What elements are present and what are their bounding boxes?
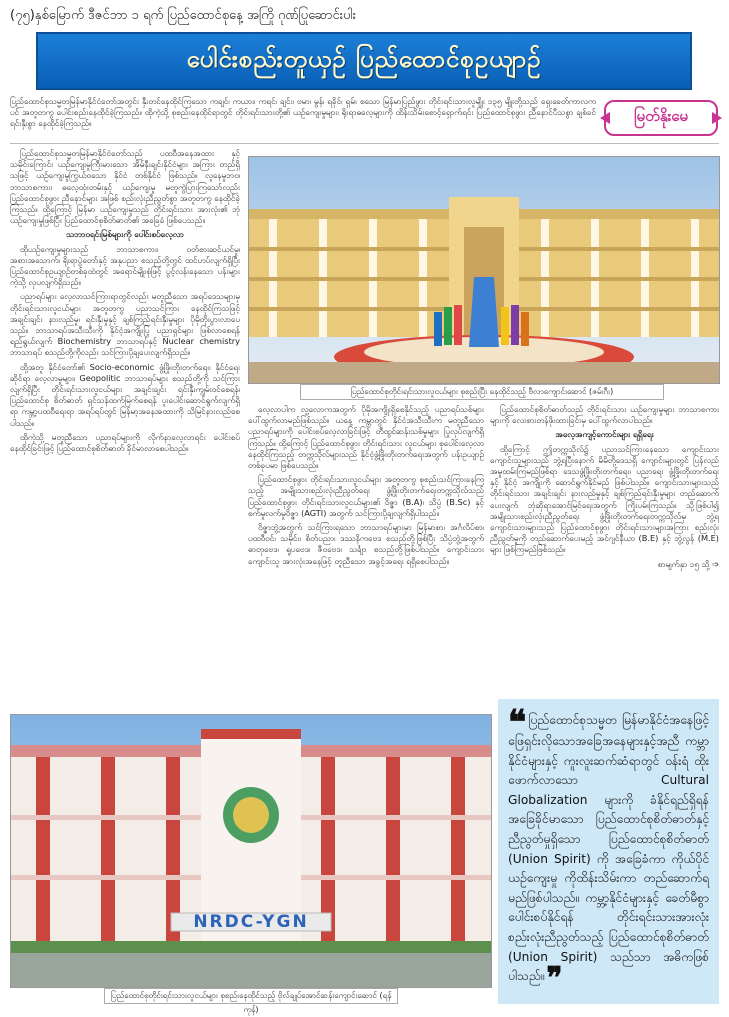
continued-on: စာမျက်နှာ ၁၅ သို့ ➩ [657,558,719,569]
divider [10,143,719,144]
campus-photo-top [248,156,720,384]
quote-open-icon: ❝ [508,703,527,743]
paragraph: ထို့အတူ နိုင်ငံတော်၏ Socio-economic ဖွံ့ဖြိုးတိုးတက်ရေး၊ နိုင်ငံရေးဆိုင်ရာ လေ့လာမှုများ၊ Geopolitic ဘာသာရပ်များ စသည်တို့ကို သင်ကြားလျက်ရှိပြီး တိုင်းရင်းသားလူငယ်များ အချင်းချင်း ရင်းနှီးကျွမ်းဝင်စေရန်၊ ပြည်ထောင်စု စိတ်ဓာတ် ရှင်သန်ထက်မြက်စေရန် ပူးပေါင်းဆောင်ရွက်လျက်ရှိရာ ကမ္ဘာ့ပထဝီရေးရာ အရပ်ရပ်တွင် မြန်မာ့အနေအထားကို သိမြင်နားလည်စေပါသည်။ [10,361,240,428]
subhead: အလေ့အကျင့်ကောင်းများ ရရှိရေး [555,429,654,440]
byline-box [604,100,718,136]
photo-caption-bottom: ပြည်ထောင်စုတိုင်းရင်းသားလူငယ်များ စုစည်းနေထိုင်သည့် ဗိုလ်ချုပ်အောင်ဆန်းကျောင်းဆောင် (ရန်ကုန်) [104,988,398,1004]
paragraph: ပြည်ထောင်စုဖွား တိုင်းရင်းသားလူငယ်များ အတူတကွ စုစည်းသင်ကြားနေကြသည့် အမျိုးသားစည်းလုံးညီညွတ်ရေး ဖွံ့ဖြိုးတိုးတက်ရေးတက္ကသိုလ်သည် ပြည်ထောင်စုဖွား တိုင်းရင်းသားလူငယ်များ၏ ဝိဇ္ဇာ (B.A)၊ သိပ္ပံ (B.Sc) နှင့် စက်မှုလက်မှုဝိဇ္ဇာ (AGTI) အတွက် သင်ကြားပို့ချလျက်ရှိပါသည်။ [248,474,484,518]
building-sign: NRDC-YGN [193,912,309,932]
paragraph: ပညာရပ်များ လေ့လာသင်ကြားရာတွင်လည်း မတူညီသော အရပ်ဒေသများမှ တိုင်းရင်းသားလူငယ်များ အတူတကွ ပညာသင်ကြား နေထိုင်ကြသဖြင့် အချင်းချင်း နားလည်မှု၊ ရင်းနှီးမှုနှင့် ချစ်ကြည်ရင်းနှီးမှုများ ပိုမိုတိုးပွားလာပေသည်။ ဘာသာရပ်အသီးသီးကို နိုင်ငံ့အကျိုးပြု ပညာရှင်များ ဖြစ်လာစေရန် ရည်ရွယ်လျက် Biochemistry ဘာသာရပ်နှင့် Nuclear chemistry ဘာသာရပ် စသည်တို့ကိုလည်း သင်ကြားပို့ချပေးလျက်ရှိသည်။ [10,291,240,358]
byline: မြတ်နိုးမေ [634,107,688,125]
pull-quote-text: ပြည်ထောင်စုသမ္မတ မြန်မာနိုင်ငံအနေဖြင့် ဖြေရှင်းလိုသောအခြေအနေများနှင့်အညီ ကမ္ဘာ နိုင်ငံများနှင့် ကူးလူးဆက်ဆံရာတွင် ဝန်းရံ ထိုးဖောက်လာသော Cultural Globalization များကို ခံနိုင်ရည်ရှိရန် အခြေခိုင်မာသော ပြည်ထောင်စုစိတ်ဓာတ်နှင့် ညီညွတ်မှုရှိသော ပြည်ထောင်စုစိတ်ဓာတ် (Union Spirit) ကို အခြေခံကာ ကိုယ်ပိုင်ယဉ်ကျေးမှု ကိုထိန်းသိမ်းကာ တည်ဆောက်ရမည်ဖြစ်ပါသည်။ ကမ္ဘာ့နိုင်ငံများနှင့် ခေတ်မီစွာ ပေါင်းစပ်နိုင်ရန် တိုင်းရင်းသားအားလုံး စည်းလုံးညီညွတ်သည့် ပြည်ထောင်စုစိတ်ဓာတ် (Union Spirit) သည်သာ အဓိကဖြစ်ပါသည်။ [508,713,709,984]
paragraph: ဝိဇ္ဇာဘွဲ့အတွက် သင်ကြားရသော ဘာသာရပ်များမှာ မြန်မာစာ၊ အင်္ဂလိပ်စာ၊ ပထဝီဝင်၊ သမိုင်း၊ စိတ်ပညာ၊ ဒဿနိကဗေဒ စသည်တို့ဖြစ်ပြီး သိပ္ပံဘွဲ့အတွက် ဓာတုဗေဒ၊ ရူပဗေဒ၊ ဇီဝဗေဒ၊ သင်္ချာ စသည်တို့ဖြစ်ပါသည်။ ကျောင်းသား ကျောင်းသူ အားလုံးအနေဖြင့် တူညီသော အခွင့်အရေး ရရှိစေပါသည်။ [248,522,484,566]
paragraph: ထိုယဉ်ကျေးမှုများသည် ဘာသာစကား၊ ဝတ်စားဆင်ယင်မှု၊ အစားအသောက်၊ ရိုးရာပွဲတော်နှင့် အနုပညာ စသည်တို့တွင် ထင်ဟပ်လျက်ရှိပြီး ပြည်ထောင်စုဥယျာဉ်တစ်ခုထဲတွင် အရောင်မျိုးစုံဖြင့် ပွင့်လန်းနေသော ပန်းများကဲ့သို့ လှပလျက်ရှိသည်။ [10,243,240,288]
photo-caption-top: ပြည်ထောင်စုတိုင်းရင်းသားလူငယ်များ စုစည်းပြီး နေထိုင်သည့် ဗီလာကျောင်းဆောင် (ဇမ်းဂီး) [300,384,664,400]
paragraph: ထိုကဲ့သို့ မတူညီသော ပညာရပ်များကို လိုက်နာလေ့လာရင်း ပေါင်းစပ်နေထိုင်ခြင်းဖြင့် ပြည်ထောင်စုစိတ်ဓာတ် ခိုင်မာလာစေပါသည်။ [10,431,240,454]
paragraph: ပြည်ထောင်စုသမ္မတမြန်မာနိုင်ငံတော်သည် ပထဝီအနေအထား နှင့် သမိုင်းကြောင်း ယဉ်ကျေးမှုကြီးမားသော အိမ်နီးချင်းနိုင်ငံများ အကြား တည်ရှိသဖြင့် ယဉ်ကျေးမှုကြွယ်ဝသော နိုင်ငံ တစ်နိုင်ငံ ဖြစ်သည်။ လူနေမှုဘဝ၊ ဘာသာစကား၊ ဓလေ့ထုံးတမ်းနှင့် ယဉ်ကျေးမှု မတူကွဲပြားကြသော်လည်း ပြည်ထောင်စုဖွား ညီနောင်များ အဖြစ် စည်းလုံးညီညွတ်စွာ အတူတကွ နေထိုင်ခဲ့ကြသည်။ ထို့ကြောင့် မြန်မာ ယဉ်ကျေးမှုသည် တိုင်းရင်းသား အားလုံး၏ ဘုံယဉ်ကျေးမှုဖြစ်ပြီး ပြည်ထောင်စုစိတ်ဓာတ်၏ အခြေခံ ဖြစ်ပေသည်။ [10,148,240,226]
title-banner [36,32,692,90]
subhead: သဘာဝရင်းမြစ်များကို ပေါင်းစပ်လေ့လာ [66,229,184,240]
paragraph: လေ့လာပါက လူ့လောကအတွက် ပိုမိုအကျိုးရှိစေနိုင်သည့် ပညာရပ်သစ်များ ပေါ်ထွက်လာမည်ဖြစ်သည်။ ယနေ့ ကမ္ဘာတွင် နိုင်ငံအသီးသီးက မတူညီသော ပညာရပ်များကို ပေါင်းစပ်လေ့လာခြင်းဖြင့် တီထွင်ဆန်းသစ်မှုများ ပြုလုပ်လျက်ရှိကြသည်။ ထို့ကြောင့် ပြည်ထောင်စုဖွား တိုင်းရင်းသား လူငယ်များ စုပေါင်းလေ့လာနေထိုင်ကြသည့် တက္ကသိုလ်များသည် နိုင်ငံ့ဖွံ့ဖြိုးတိုးတက်ရေးအတွက် ပန်းဥယျာဉ်တစ်ခုပမာ ဖြစ်ပေသည်။ [248,404,484,471]
campus-photo-bottom [10,714,492,988]
lead-paragraph: ပြည်ထောင်စုသမ္မတမြန်မာနိုင်ငံတော်အတွင်း နှီးတင်နေထိုင်ကြသော ကချင်၊ ကယား၊ ကရင်၊ ချင်း၊ ဗမာ၊ မွန်၊ ရခိုင်၊ ရှမ်း စသော မြန်မာပြည်ဖွား တိုင်းရင်းသားလူမျိုး ၁၃၅ မျိုးတို့သည် ရှေးခေတ်ကာလကပင် အတူတကွ ပေါင်းစည်းနေထိုင်ခဲ့ကြသည်။ ထိုကဲ့သို့ စုစည်းနေထိုင်ရာတွင် တိုင်းရင်းသားတို့၏ ယဉ်ကျေးမှုများ၊ ရိုးရာဓလေ့များကို ထိန်းသိမ်းစောင့်ရှောက်ရင်း ပြည်ထောင်စုဖွား ညီနောင်ပီသစွာ ချစ်ခင်ရင်းနှီးစွာ နေထိုင်ခဲ့ကြသည်။ [10,96,596,128]
column-3 [490,404,719,694]
paragraph: ထို့ကြောင့် ဤတက္ကသိုလ်၌ ပညာသင်ကြားနေသော ကျောင်းသား ကျောင်းသူများသည် ဘွဲ့ရပြီးနောက် မိမိတို့ဒေသရှိ ကျောင်းများတွင် ပြန်လည်အမှုထမ်းကြမည်ဖြစ်ရာ ဒေသဖွံ့ဖြိုးတိုးတက်ရေး၊ ပညာရေး ဖွံ့ဖြိုးတိုးတက်ရေးနှင့် နိုင်ငံ့ အကျိုးကို ဆောင်ရွက်နိုင်မည် ဖြစ်ပါသည်။ ကျောင်းသားများသည် တိုင်းရင်းသား အချင်းချင်း နားလည်မှုနှင့် ချစ်ကြည်ရင်းနှီးမှုများ တည်ဆောက်ပေးလျက် ဘုံဆိုရာအောင်မြင်ရေးအတွက် ကြိုးပမ်းကြသည်။ သို့ဖြစ်ပါ၍ အမျိုးသားစည်းလုံးညီညွတ်ရေး ဖွံ့ဖြိုးတိုးတက်ရေးတက္ကသိုလ်မှ ဘွဲ့ရကျောင်းသားများသည် ပြည်ထောင်စုဖွား တိုင်းရင်းသားများအကြား စည်းလုံးညီညွတ်မှုကို တည်ဆောက်ပေးမည့် အင်ဂျင်နီယာ (B.E) နှင့် ဘွဲ့လွန် (M.E) များ ဖြစ်ကြမည်ဖြစ်သည်။ [490,443,719,555]
paragraph: ပြည်ထောင်စုစိတ်ဓာတ်သည် တိုင်းရင်းသား ယဉ်ကျေးမှုများ ဘာသာစကားများကို လေးစားတန်ဖိုးထားခြင်းမှ ပေါ်ထွက်လာပါသည်။ [490,404,719,426]
pull-quote [498,699,719,1004]
building-illustration [249,157,719,383]
quote-close-icon: ❞ [546,961,563,997]
column-1 [10,148,240,708]
column-2 [248,404,484,706]
building-illustration [11,715,491,987]
kicker: (၇၅)နှစ်မြောက် ဒီဇင်ဘာ ၁ ရက် ပြည်ထောင်စုနေ့ အကြို ဂုဏ်ပြုဆောင်းပါး [10,8,357,23]
page-title: ပေါင်းစည်းတူယှဉ် ပြည်ထောင်စုဥယျာဉ် [186,45,542,73]
